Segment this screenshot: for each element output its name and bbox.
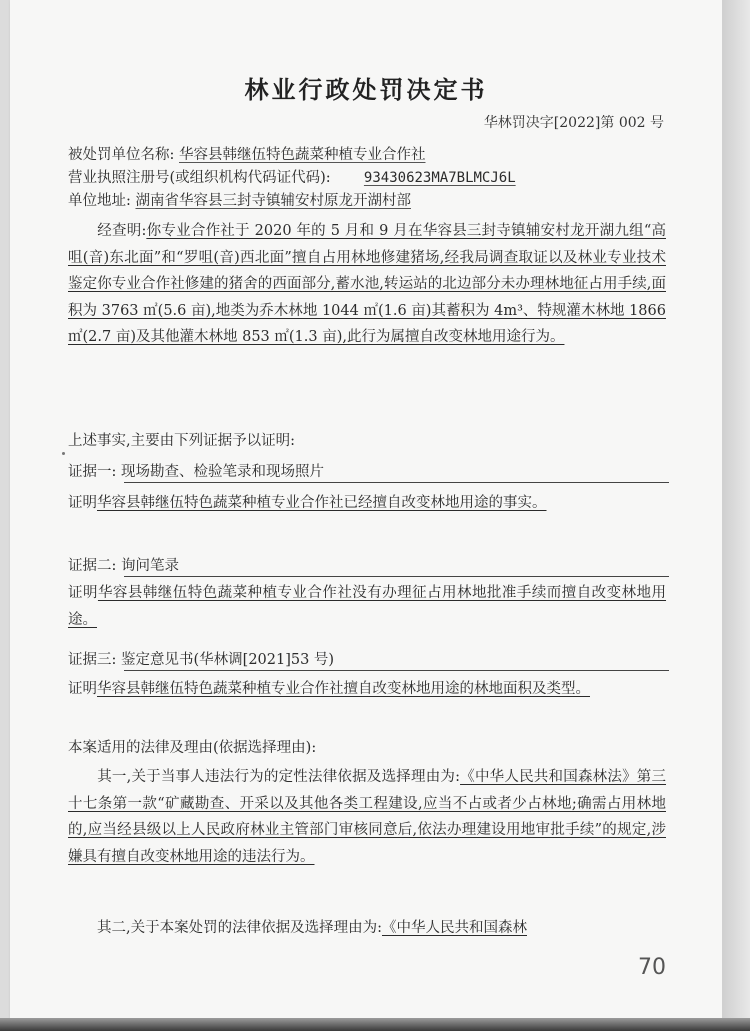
handwritten-page-number: 70 [638, 955, 666, 980]
findings-paragraph [68, 218, 666, 351]
document-page [10, 0, 722, 1020]
evidence-3-proof-label: 证明 [68, 681, 97, 697]
law-first-paragraph [68, 764, 666, 870]
evidence-2-label: 证据二: [68, 558, 117, 574]
law-first-body: 《中华人民共和国森林法》第三十七条第一款“矿藏勘查、开采以及其他各类工程建设,应当不占或者少占林地;确需占用林地的,应当经县级以上人民政府林业主管部门审核同意后,依法办理建设用地审批手续”的规定,涉嫌具有擅自改变林地用途的违法行为。 [68, 769, 667, 865]
law-second-body: 《中华人民共和国森林 [382, 920, 527, 936]
law-first-lead: 其一,关于当事人违法行为的定性法律依据及选择理由为: [97, 769, 461, 785]
findings-body: 你专业合作社于 2020 年的 5 月和 9 月在华容县三封寺镇辅安村龙开湖九组“高咀(音)东北面”和“罗咀(音)西北面”擅自占用林地修建猪场,经我局调查取证以及林业专业技术鉴定你专业合作社修建的猪舍的西面部分,蓄水池,转运站的北边部分未办理林地征占用手续,面积为 3763 ㎡(5.6 亩),地类为乔木林地 1044 ㎡(1.6 亩)其蓄积为 4m³、特规灌木林地 1866 ㎡(2.7 亩)及其他灌木林地 853 ㎡(1.3 亩),此行为属擅自改变林地用途行为。 [68, 223, 666, 345]
evidence-1-item: 现场勘查、检验笔录和现场照片 [121, 464, 324, 480]
party-name-label: 被处罚单位名称: [68, 147, 175, 163]
evidence-intro: 上述事实,主要由下列证据予以证明: [68, 433, 295, 449]
party-name-value: 华容县韩继伍特色蔬菜种植专业合作社 [179, 147, 426, 163]
scanner-bottom-shadow [0, 1018, 750, 1031]
evidence-2-proof-label: 证明 [68, 585, 98, 601]
address-value: 湖南省华容县三封寺镇辅安村原龙开湖村部 [135, 193, 411, 209]
evidence-3-proof-text: 华容县韩继伍特色蔬菜种植专业合作社擅自改变林地用途的林地面积及类型。 [97, 681, 590, 697]
evidence-1-underline [124, 482, 669, 483]
license-label: 营业执照注册号(或组织机构代码证代码): [68, 170, 331, 186]
scan-speck [62, 452, 65, 455]
evidence-3-item: 鉴定意见书(华林调[2021]53 号) [121, 652, 335, 668]
license-row [68, 167, 516, 189]
evidence-3-underline [124, 670, 669, 671]
evidence-2-row [68, 555, 179, 577]
evidence-2-item: 询问笔录 [121, 558, 179, 574]
evidence-3-label: 证据三: [68, 652, 117, 668]
address-row [68, 190, 411, 212]
evidence-1-proof-label: 证明 [68, 495, 97, 511]
license-value: 93430623MA7BLMCJ6L [363, 170, 516, 186]
evidence-2-underline [124, 576, 669, 577]
law-second-lead: 其二,关于本案处罚的法律依据及选择理由为: [97, 920, 382, 936]
address-label: 单位地址: [68, 193, 131, 209]
evidence-3-proof [68, 676, 666, 703]
evidence-3-row [68, 649, 334, 671]
party-name-row [68, 144, 426, 166]
scanner-margin [722, 0, 750, 1031]
evidence-2-proof-text: 华容县韩继伍特色蔬菜种植专业合作社没有办理征占用林地批准手续而擅自改变林地用途。 [68, 585, 667, 628]
document-title: 林业行政处罚决定书 [244, 76, 488, 104]
evidence-2-proof [68, 580, 666, 633]
evidence-1-label: 证据一: [68, 464, 117, 480]
evidence-1-proof-text: 华容县韩继伍特色蔬菜种植专业合作社已经擅自改变林地用途的事实。 [97, 495, 547, 511]
evidence-1-row [68, 461, 324, 483]
document-number: 华林罚决字[2022]第 002 号 [483, 115, 664, 131]
law-intro: 本案适用的法律及理由(依据选择理由): [68, 740, 317, 756]
law-second-paragraph [68, 915, 666, 942]
evidence-1-proof [68, 490, 666, 517]
findings-lead: 经查明: [97, 223, 147, 239]
